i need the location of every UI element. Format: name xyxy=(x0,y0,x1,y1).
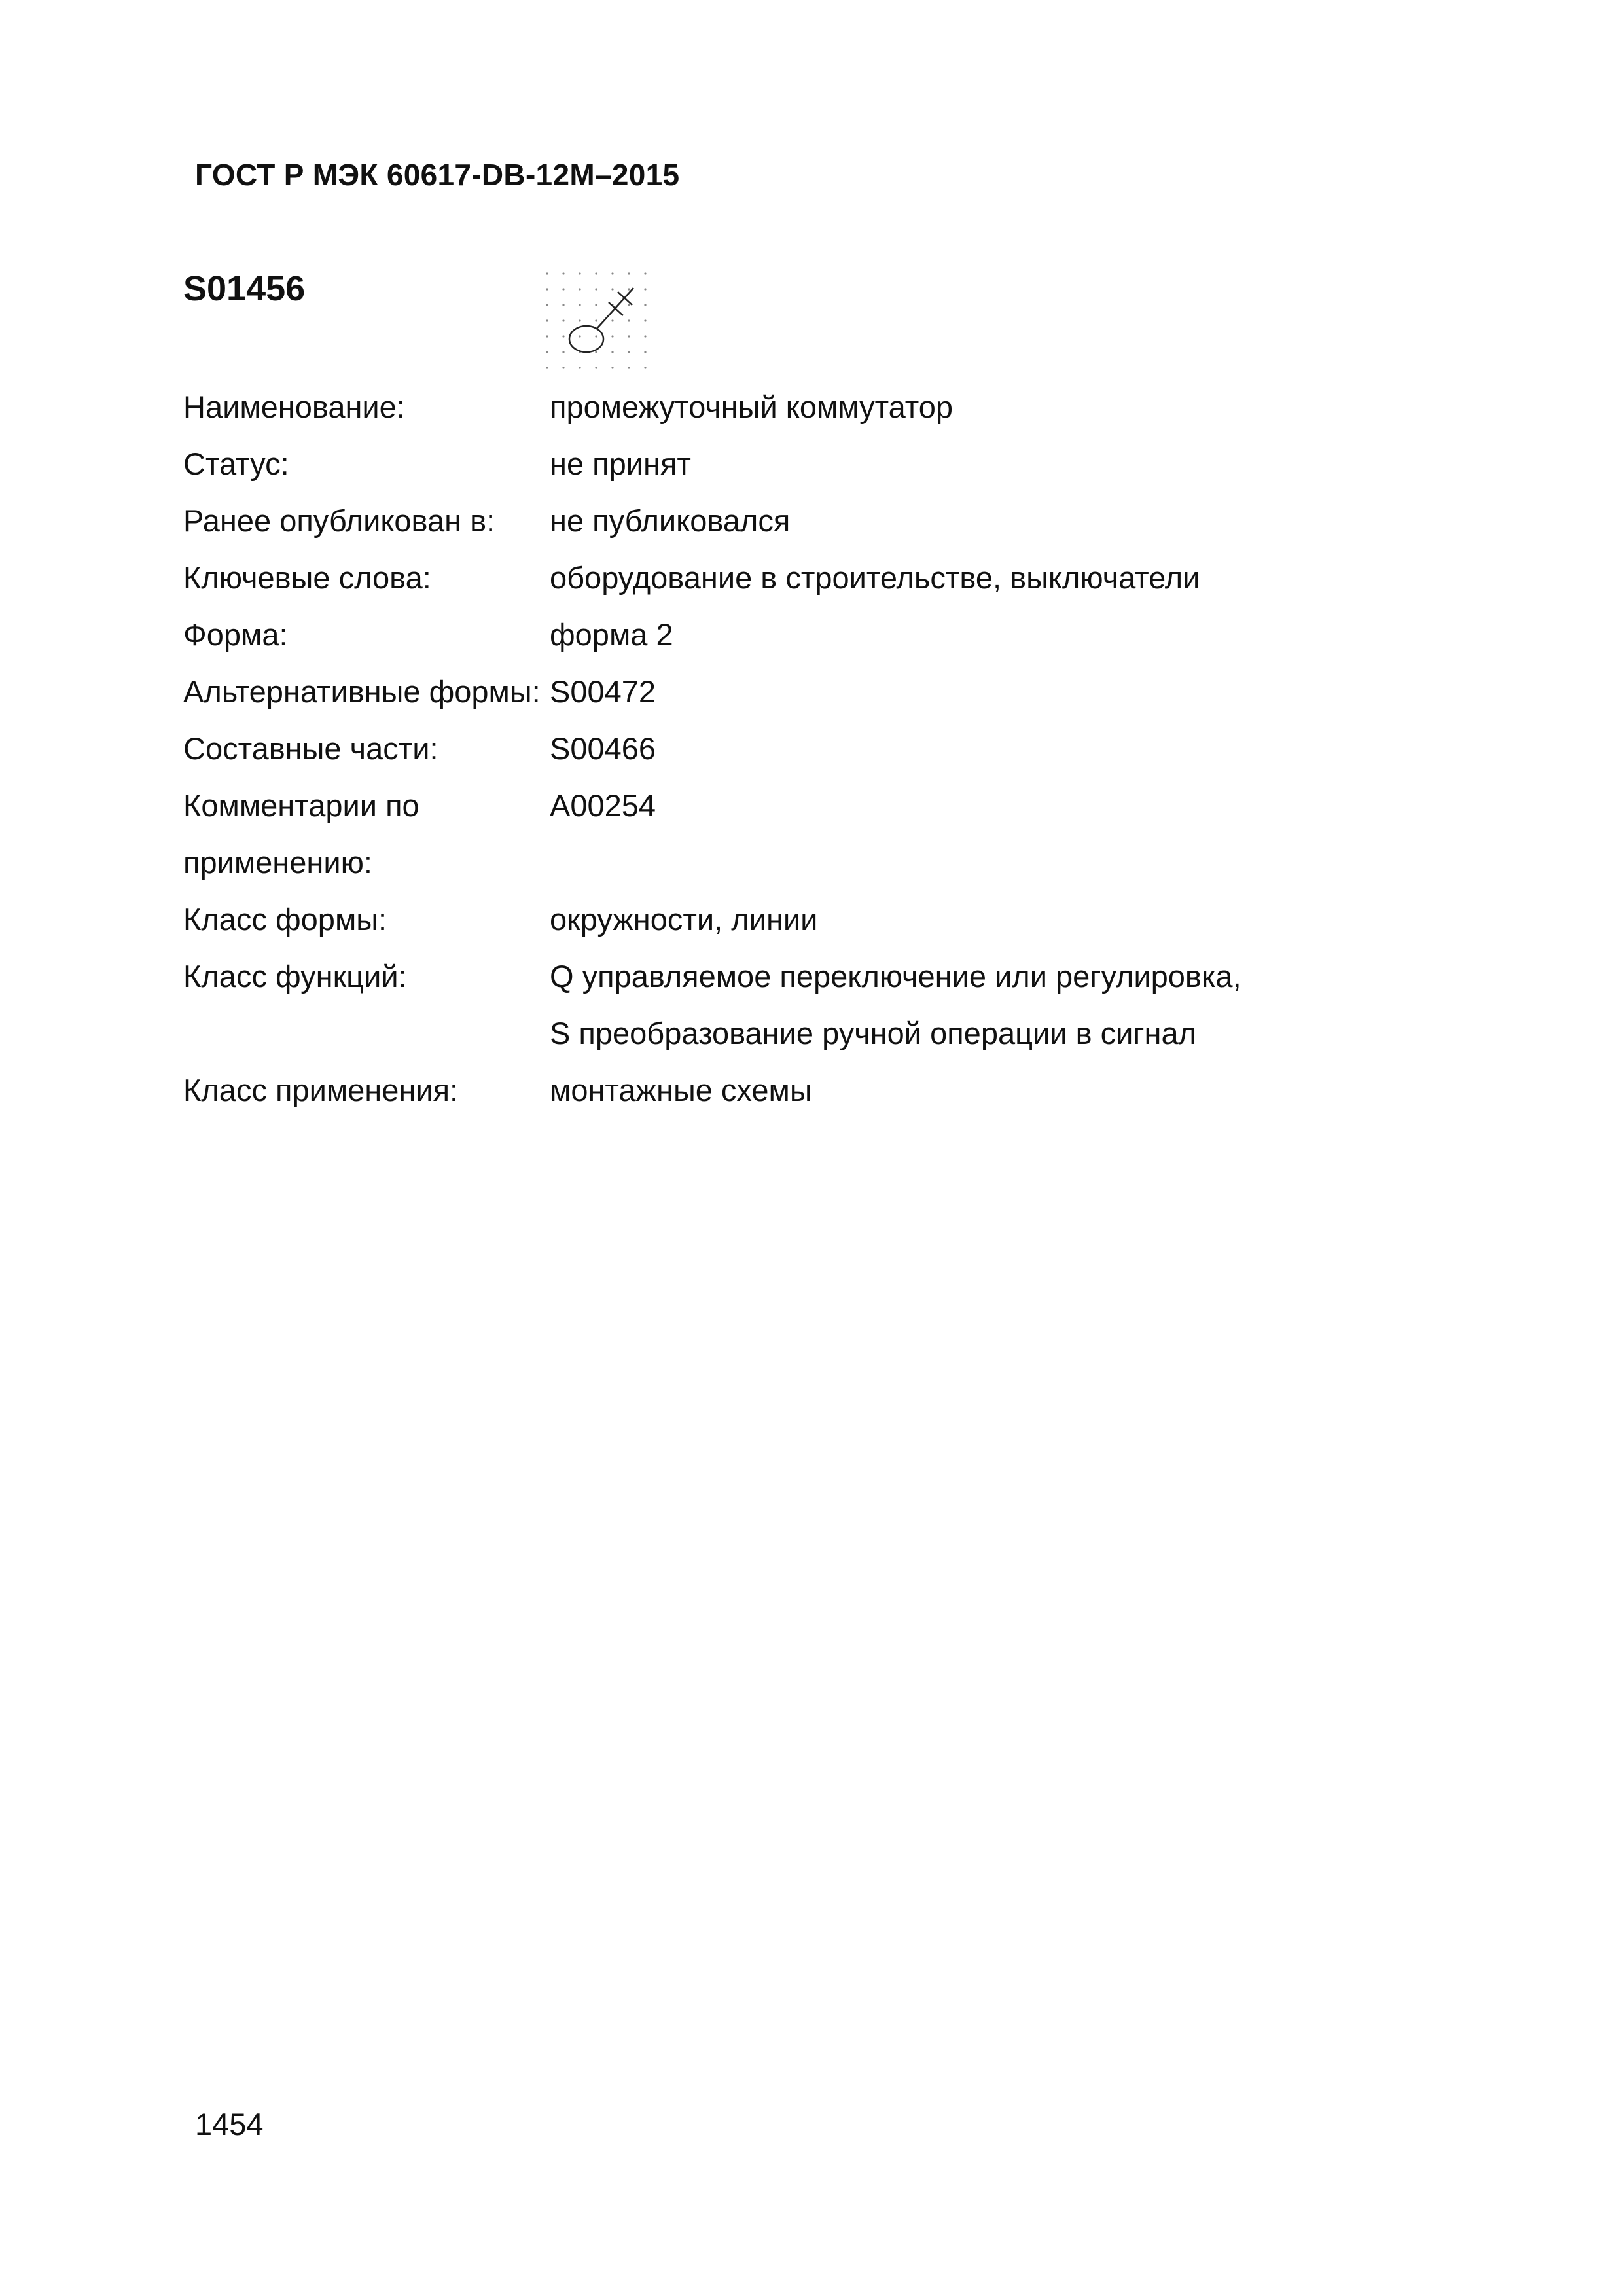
grid-dot xyxy=(562,288,564,290)
grid-dot xyxy=(546,367,548,368)
grid-dot xyxy=(628,367,630,368)
property-value-line: S преобразование ручной операции в сигнал xyxy=(550,1016,1197,1050)
grid-dot xyxy=(595,351,597,353)
property-value-line: Q управляемое переключение или регулировка, xyxy=(550,959,1241,994)
grid-dot xyxy=(595,304,597,306)
property-label: Составные части: xyxy=(183,731,438,766)
grid-dot xyxy=(562,319,564,321)
grid-dot xyxy=(579,288,580,290)
grid-dot xyxy=(628,272,630,274)
grid-dot xyxy=(611,335,613,337)
grid-dot xyxy=(611,351,613,353)
property-row xyxy=(183,891,1427,948)
grid-dot xyxy=(579,335,580,337)
grid-dot xyxy=(546,288,548,290)
property-row xyxy=(183,663,1427,720)
property-label: Форма: xyxy=(183,617,288,652)
property-value xyxy=(550,663,1427,720)
property-value xyxy=(550,1062,1427,1119)
property-label: Альтернативные формы: xyxy=(183,674,541,709)
property-value xyxy=(550,948,1427,1062)
property-value-line: S00472 xyxy=(550,674,656,709)
property-value-line: S00466 xyxy=(550,731,656,766)
grid-dot xyxy=(644,335,646,337)
property-row xyxy=(183,777,1427,891)
property-value xyxy=(550,777,1427,834)
property-value xyxy=(550,492,1427,549)
property-value xyxy=(550,720,1427,777)
grid-dot xyxy=(546,319,548,321)
grid-dot xyxy=(611,272,613,274)
symbol-circle xyxy=(569,326,603,352)
property-value-line: окружности, линии xyxy=(550,902,818,937)
grid-dot xyxy=(644,319,646,321)
property-label: Наименование: xyxy=(183,389,405,424)
page-number: 1454 xyxy=(195,2107,264,2142)
grid-dot xyxy=(611,367,613,368)
grid-dot xyxy=(562,272,564,274)
symbol-graphic xyxy=(541,268,652,373)
grid-dot xyxy=(595,367,597,368)
grid-dot xyxy=(579,272,580,274)
property-value-line: не публиковался xyxy=(550,503,791,538)
grid-dot xyxy=(611,288,613,290)
property-label: Ключевые слова: xyxy=(183,560,431,595)
grid-dot xyxy=(546,335,548,337)
grid-dot xyxy=(595,288,597,290)
grid-dot xyxy=(628,335,630,337)
property-value-line: форма 2 xyxy=(550,617,673,652)
grid-dot xyxy=(595,272,597,274)
property-row xyxy=(183,606,1427,663)
grid-dot xyxy=(579,319,580,321)
grid-dot xyxy=(562,367,564,368)
grid-dot xyxy=(644,272,646,274)
grid-dot xyxy=(562,351,564,353)
symbol-id: S01456 xyxy=(183,269,306,308)
grid-dot xyxy=(579,367,580,368)
property-value xyxy=(550,606,1427,663)
property-row xyxy=(183,948,1427,1062)
property-value-line: промежуточный коммутатор xyxy=(550,389,954,424)
grid-dot xyxy=(562,304,564,306)
grid-dot xyxy=(546,351,548,353)
property-value-line: оборудование в строительстве, выключатели xyxy=(550,560,1200,595)
intermediate-switch-symbol-icon xyxy=(541,268,652,373)
grid-dot xyxy=(579,304,580,306)
property-value xyxy=(550,378,1427,435)
grid-dot xyxy=(628,288,630,290)
grid-dot xyxy=(595,335,597,337)
property-row xyxy=(183,435,1427,492)
grid-dot xyxy=(644,367,646,368)
property-label: Статус: xyxy=(183,446,289,481)
grid-dot xyxy=(611,319,613,321)
property-row xyxy=(183,1062,1427,1119)
property-row xyxy=(183,378,1427,435)
property-label: Класс применения: xyxy=(183,1073,459,1107)
property-row xyxy=(183,549,1427,606)
property-row xyxy=(183,720,1427,777)
grid-dot xyxy=(628,304,630,306)
property-value-line: монтажные схемы xyxy=(550,1073,812,1107)
grid-dot xyxy=(562,335,564,337)
property-value xyxy=(550,549,1427,606)
property-label: Комментарии по применению: xyxy=(183,788,419,880)
property-row xyxy=(183,492,1427,549)
grid-dot xyxy=(628,351,630,353)
grid-dot xyxy=(644,351,646,353)
property-value xyxy=(550,435,1427,492)
grid-dot xyxy=(628,319,630,321)
property-value-line: не принят xyxy=(550,446,691,481)
property-value xyxy=(550,891,1427,948)
property-label: Класс функций: xyxy=(183,959,407,994)
properties-table xyxy=(183,378,1427,1119)
property-value-line: A00254 xyxy=(550,788,656,823)
document-header: ГОСТ Р МЭК 60617-DB-12M–2015 xyxy=(195,158,680,192)
symbol-grid xyxy=(546,272,646,368)
property-label: Ранее опубликован в: xyxy=(183,503,495,538)
grid-dot xyxy=(546,304,548,306)
property-label: Класс формы: xyxy=(183,902,387,937)
grid-dot xyxy=(595,319,597,321)
grid-dot xyxy=(546,272,548,274)
grid-dot xyxy=(644,304,646,306)
grid-dot xyxy=(644,288,646,290)
